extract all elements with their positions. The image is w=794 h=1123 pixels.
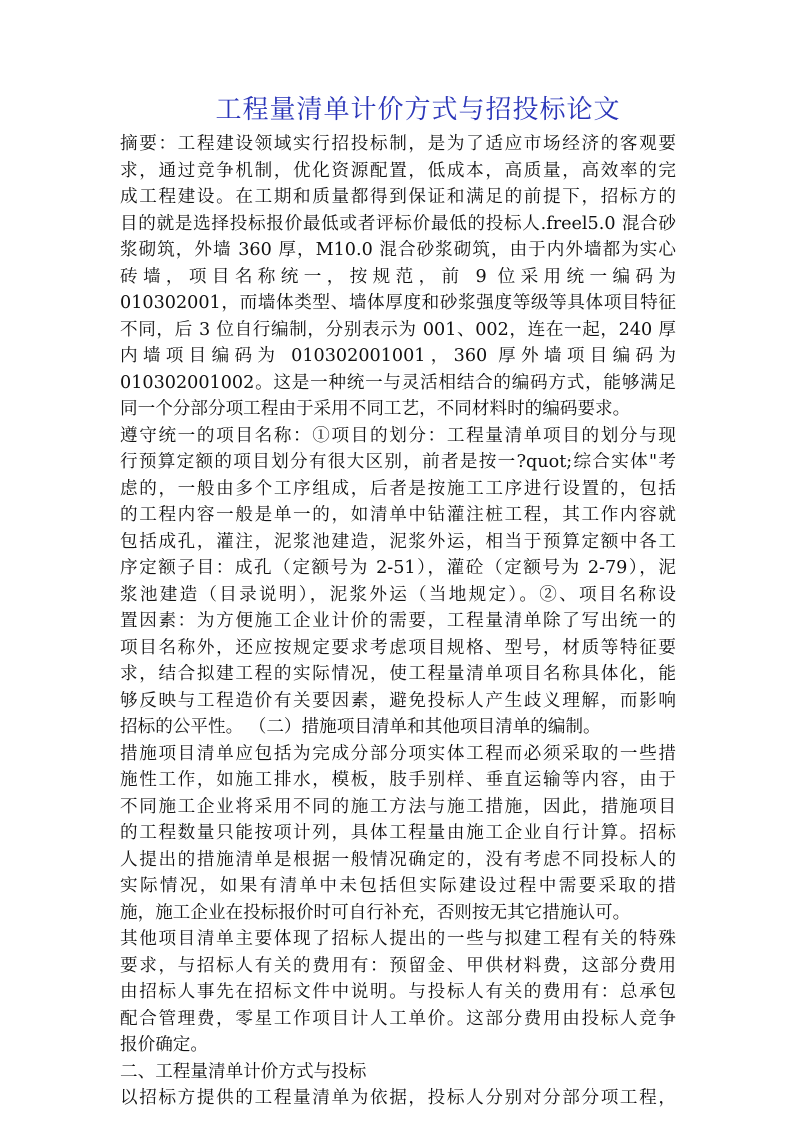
body-line: 砖墙，项目名称统一，按规范，前 9 位采用统一编码为 [120,266,676,287]
body-line: 措施项目清单应包括为完成分部分项实体工程而必须采取的一些措 [120,743,676,764]
body-line: 其他项目清单主要体现了招标人提出的一些与拟建工程有关的特殊 [120,929,676,949]
body-line: 够反映与工程造价有关要因素，避免投标人产生歧义理解，而影响 [120,690,676,711]
body-line: 序定额子目：成孔（定额号为 2-51），灌砼（定额号为 2-79），泥 [120,558,676,578]
body-line: 的工程内容一般是单一的，如清单中钻灌注桩工程，其工作内容就 [120,505,676,525]
body-line: 浆池建造（目录说明），泥浆外运（当地规定）。②、项目名称设 [120,584,676,605]
body-line: 包括成孔，灌注，泥浆池建造，泥浆外运，相当于预算定额中各工 [120,531,676,552]
body-line: 目的就是选择投标报价最低或者评标价最低的投标人.freel5.0 混合砂 [120,213,676,234]
body-line: 求，通过竞争机制，优化资源配置，低成本，高质量，高效率的完 [120,160,676,181]
body-line: 010302001，而墙体类型、墙体厚度和砂浆强度等级等具体项目特征 [120,293,676,313]
body-line: 虑的，一般由多个工序组成，后者是按施工工序进行设置的，包括 [120,478,676,499]
body-line: 要求，与招标人有关的费用有：预留金、甲供材料费，这部分费用 [120,955,676,976]
document-title: 工程量清单计价方式与招投标论文 [215,95,621,125]
body-line: 施性工作，如施工排水，模板，肢手别样、垂直运输等内容，由于 [120,770,676,790]
body-line: 内墙项目编码为 010302001001，360 厚外墙项目编码为 [120,346,676,366]
body-line: 由招标人事先在招标文件中说明。与投标人有关的费用有：总承包 [120,982,676,1002]
body-line: 人提出的措施清单是根据一般情况确定的，没有考虑不同投标人的 [120,849,676,870]
section-heading: 二、工程量清单计价方式与投标 [120,1061,367,1082]
body-line: 施，施工企业在投标报价时可自行补充，否则按无其它措施认可。 [120,902,631,923]
body-line: 求，结合拟建工程的实际情况，使工程量清单项目名称具体化，能 [120,664,676,684]
body-line: 的工程数量只能按项计列，具体工程量由施工企业自行计算。招标 [120,823,676,843]
body-line: 以招标方提供的工程量清单为依据，投标人分别对分部分项工程， [120,1088,676,1108]
body-line: 同一个分部分项工程由于采用不同工艺，不同材料时的编码要求。 [120,399,631,419]
body-line: 招标的公平性。 （二）措施项目清单和其他项目清单的编制。 [120,717,601,737]
body-line: 实际情况，如果有清单中未包括但实际建设过程中需要采取的措 [120,876,676,896]
body-line: 遵守统一的项目名称：①项目的划分：工程量清单项目的划分与现 [120,425,676,446]
body-line: 行预算定额的项目划分有很大区别，前者是按一?quot;综合实体"考 [120,452,676,472]
body-line: 置因素：为方便施工企业计价的需要，工程量清单除了写出统一的 [120,611,676,631]
document-body [120,131,676,1112]
body-line: 报价确定。 [120,1035,208,1055]
body-line: 010302001002。这是一种统一与灵活相结合的编码方式，能够满足 [120,372,676,393]
body-line: 摘要：工程建设领域实行招投标制，是为了适应市场经济的客观要 [120,134,676,154]
body-line: 不同，后 3 位自行编制，分别表示为 001、002，连在一起，240 厚 [120,319,676,340]
body-line: 项目名称外，还应按规定要求考虑项目规格、型号，材质等特征要 [120,637,676,658]
body-line: 成工程建设。在工期和质量都得到保证和满足的前提下，招标方的 [120,187,676,207]
body-line: 浆砌筑，外墙 360 厚，M10.0 混合砂浆砌筑，由于内外墙都为实心 [120,240,676,260]
body-line: 配合管理费，零星工作项目计人工单价。这部分费用由投标人竞争 [120,1008,676,1029]
body-line: 不同施工企业将采用不同的施工方法与施工措施，因此，措施项目 [120,796,676,817]
